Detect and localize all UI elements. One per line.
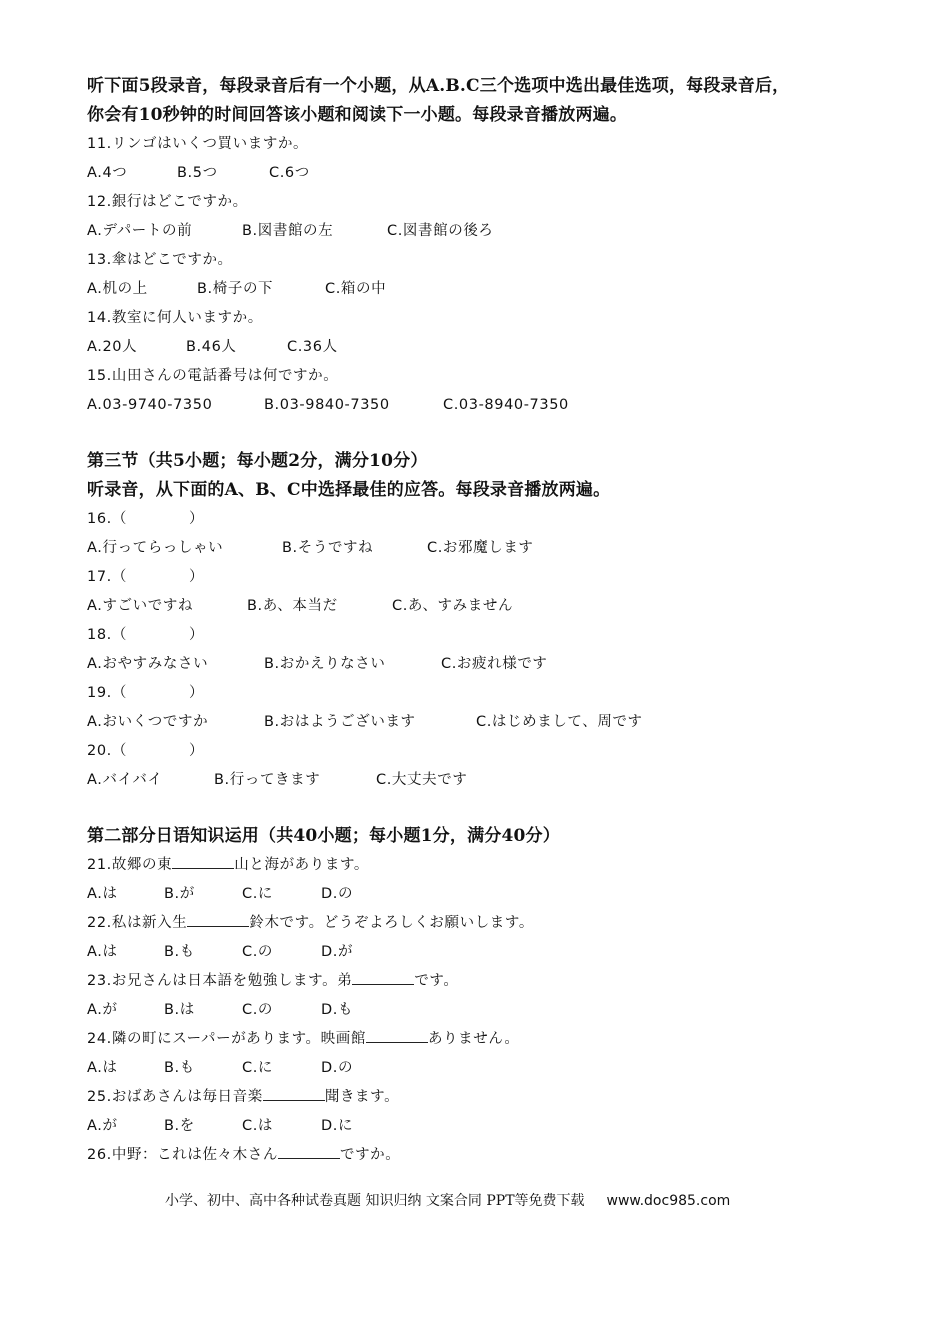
question-24: 24.隣の町にスーパーがあります。映画館 ありません。: [87, 1025, 887, 1054]
option-d: D.も: [321, 1002, 354, 1018]
option-c: C.大丈夫です: [376, 772, 468, 788]
options-11: [87, 159, 887, 188]
option-a: A.が: [87, 1118, 118, 1134]
option-a: A.おやすみなさい: [87, 656, 209, 672]
option-a: A.デパートの前: [87, 223, 193, 239]
option-b: B.おはようございます: [264, 714, 416, 730]
option-a: A.が: [87, 1002, 118, 1018]
answer-blank: [352, 970, 414, 985]
exam-page: [87, 72, 887, 1170]
option-b: B.も: [164, 944, 195, 960]
options-18: [87, 650, 887, 679]
option-b: B.は: [164, 1002, 195, 1018]
question-16: 16.（ ）: [87, 511, 205, 527]
option-c: C.は: [242, 1118, 274, 1134]
option-c: C.6つ: [269, 165, 310, 181]
options-19: [87, 708, 887, 737]
section-instruction-part3: 听录音，从下面的A、B、C中选择最佳的应答。每段录音播放两遍。: [87, 480, 611, 500]
question-21: 21.故郷の東 山と海があります。: [87, 851, 887, 880]
options-13: [87, 275, 887, 304]
question-20: 20.（ ）: [87, 743, 205, 759]
option-c: C.お邪魔します: [427, 540, 534, 556]
option-b: B.が: [164, 886, 195, 902]
option-c: C.お疲れ様です: [441, 656, 548, 672]
options-23: [87, 996, 887, 1025]
options-16: [87, 534, 887, 563]
option-c: C.図書館の後ろ: [387, 223, 494, 239]
question-15: 15.山田さんの電話番号は何ですか。: [87, 368, 339, 384]
answer-blank: [366, 1028, 428, 1043]
option-b: B.5つ: [177, 165, 218, 181]
answer-blank: [172, 854, 234, 869]
option-b: B.椅子の下: [197, 281, 274, 297]
question-26: 26.中野：これは佐々木さん ですか。: [87, 1141, 887, 1170]
option-c: C.に: [242, 886, 274, 902]
option-b: B.を: [164, 1118, 195, 1134]
option-a: A.4つ: [87, 165, 128, 181]
options-25: [87, 1112, 887, 1141]
question-11: 11.リンゴはいくつ買いますか。: [87, 136, 309, 152]
section-title-part3: 第三节（共5小题；每小题2分，满分10分）: [87, 451, 428, 471]
option-b: B.あ、本当だ: [247, 598, 338, 614]
option-a: A.は: [87, 886, 118, 902]
question-23: 23.お兄さんは日本語を勉強します。弟 です。: [87, 967, 887, 996]
answer-blank: [187, 912, 249, 927]
option-a: A.20人: [87, 339, 138, 355]
option-b: B.そうですね: [282, 540, 374, 556]
option-a: A.バイバイ: [87, 772, 163, 788]
option-a: A.は: [87, 944, 118, 960]
option-a: A.は: [87, 1060, 118, 1076]
option-b: B.図書館の左: [242, 223, 334, 239]
page-footer: [165, 1190, 730, 1210]
option-d: D.が: [321, 944, 354, 960]
options-12: [87, 217, 887, 246]
option-c: C.03-8940-7350: [443, 397, 569, 413]
option-c: C.箱の中: [325, 281, 387, 297]
question-12: 12.銀行はどこですか。: [87, 194, 248, 210]
section-title-part2: 第二部分日语知识运用（共40小题；每小题1分，满分40分）: [87, 826, 560, 846]
question-17: 17.（ ）: [87, 569, 205, 585]
question-14: 14.教室に何人いますか。: [87, 310, 263, 326]
option-b: B.03-9840-7350: [264, 397, 390, 413]
option-c: C.あ、すみません: [392, 598, 514, 614]
question-18: 18.（ ）: [87, 627, 205, 643]
option-c: C.はじめまして、周です: [476, 714, 643, 730]
options-15: [87, 391, 887, 420]
answer-blank: [263, 1086, 325, 1101]
section-instruction-line1: 听下面5段录音，每段录音后有一个小题，从A.B.C三个选项中选出最佳选项，每段录音后，: [87, 76, 790, 96]
option-b: B.46人: [186, 339, 237, 355]
option-a: A.机の上: [87, 281, 148, 297]
option-b: B.おかえりなさい: [264, 656, 386, 672]
options-14: [87, 333, 887, 362]
option-b: B.行ってきます: [214, 772, 321, 788]
options-17: [87, 592, 887, 621]
option-c: C.に: [242, 1060, 274, 1076]
option-d: D.の: [321, 886, 354, 902]
option-c: C.の: [242, 1002, 274, 1018]
question-22: 22.私は新入生 鈴木です。どうぞよろしくお願いします。: [87, 909, 887, 938]
option-b: B.も: [164, 1060, 195, 1076]
option-a: A.おいくつですか: [87, 714, 209, 730]
options-22: [87, 938, 887, 967]
option-a: A.03-9740-7350: [87, 397, 213, 413]
options-21: [87, 880, 887, 909]
options-20: [87, 766, 887, 795]
footer-text: 小学、初中、高中各种试卷真题 知识归纳 文案合同 PPT等免费下载: [165, 1193, 585, 1209]
footer-url[interactable]: www.doc985.com: [606, 1193, 731, 1209]
answer-blank: [278, 1144, 340, 1159]
option-d: D.の: [321, 1060, 354, 1076]
option-c: C.の: [242, 944, 274, 960]
question-13: 13.傘はどこですか。: [87, 252, 233, 268]
section-instruction-line2: 你会有10秒钟的时间回答该小题和阅读下一小题。每段录音播放两遍。: [87, 105, 628, 125]
question-19: 19.（ ）: [87, 685, 205, 701]
option-a: A.行ってらっしゃい: [87, 540, 224, 556]
option-c: C.36人: [287, 339, 338, 355]
options-24: [87, 1054, 887, 1083]
option-d: D.に: [321, 1118, 354, 1134]
option-a: A.すごいですね: [87, 598, 194, 614]
question-25: 25.おばあさんは毎日音楽 聞きます。: [87, 1083, 887, 1112]
